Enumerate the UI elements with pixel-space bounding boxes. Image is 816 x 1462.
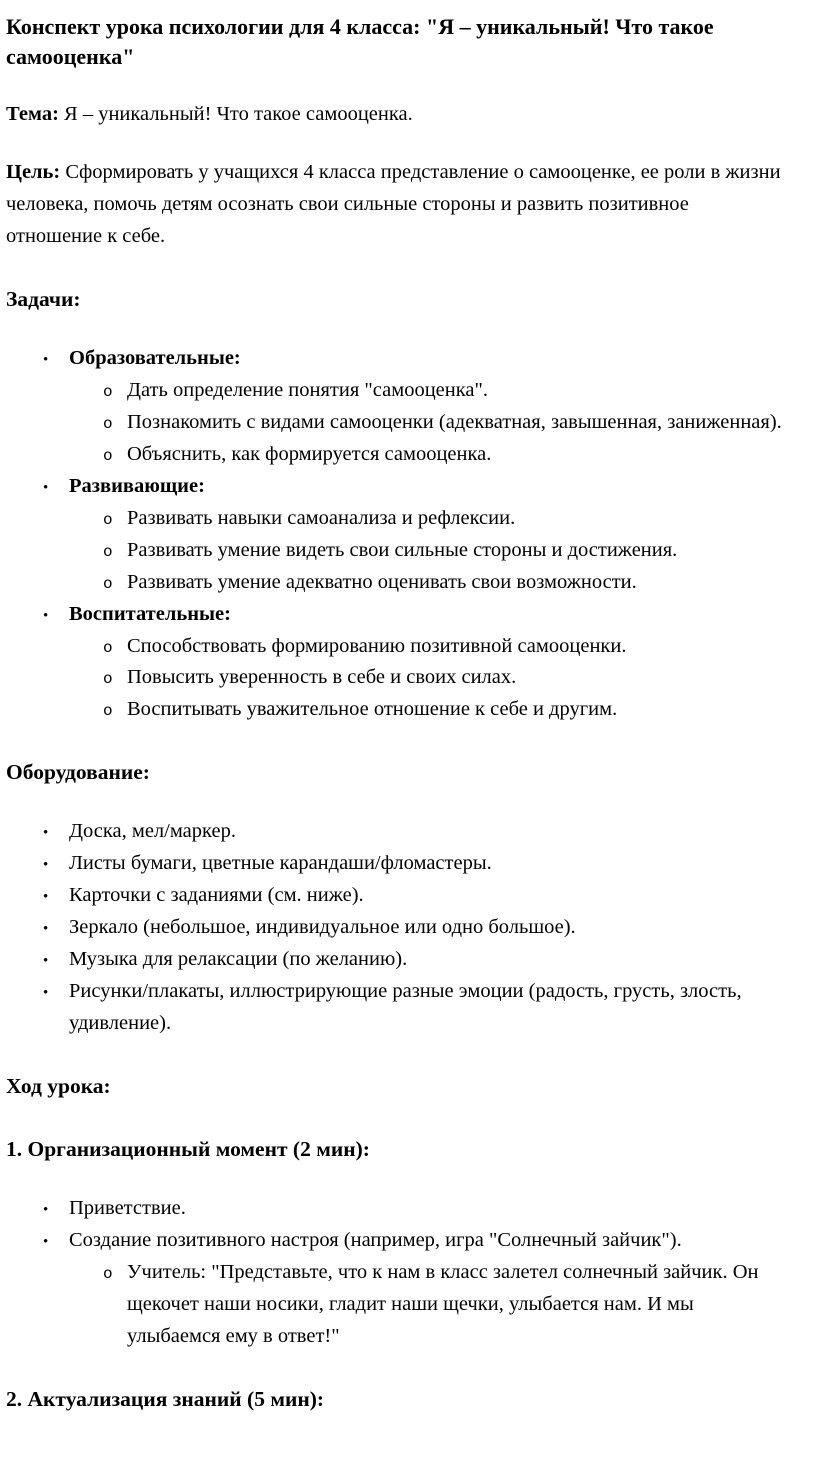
equipment-heading: Оборудование: [6, 760, 150, 785]
circle-bullet-icon: o [103, 446, 113, 465]
list-item [6, 343, 790, 375]
teacher-quote-text: Учитель: "Представьте, что к нам в класс залетел солнечный зайчик. Он щекочет наши носики, гладит наши щечки, улыбается нам. И мы улыбаемся ему в ответ!" [127, 1260, 759, 1347]
task-group-label: Воспитательные: [69, 602, 231, 625]
list-item [6, 631, 790, 663]
bullet-icon: • [43, 952, 49, 969]
goal-label: Цель: [6, 161, 61, 184]
task-item-text: Развивать умение адекватно оценивать свои возможности. [127, 570, 637, 593]
topic-paragraph [6, 99, 790, 131]
task-group-label: Развивающие: [69, 474, 205, 497]
bullet-icon: • [43, 824, 49, 841]
circle-bullet-icon: o [103, 638, 113, 657]
task-item-text: Повысить уверенность в себе и своих силах. [127, 666, 517, 689]
list-item [6, 439, 790, 471]
task-item-text: Объяснить, как формируется самооценка. [127, 442, 492, 465]
list-item [6, 567, 790, 599]
list-item [6, 1193, 790, 1225]
topic-label: Тема: [6, 103, 59, 126]
bullet-icon: • [43, 920, 49, 937]
list-item [6, 407, 790, 439]
stage1-list [6, 1193, 790, 1353]
bullet-icon: • [43, 351, 49, 368]
equipment-item-text: Рисунки/плакаты, иллюстрирующие разные эмоции (радость, грусть, злость, удивление). [69, 979, 742, 1034]
list-item [6, 1225, 790, 1257]
equipment-list [6, 816, 790, 1040]
equipment-item-text: Зеркало (небольшое, индивидуальное или одно большое). [69, 915, 576, 938]
circle-bullet-icon: o [103, 542, 113, 561]
list-item [6, 694, 790, 726]
bullet-icon: • [43, 856, 49, 873]
equipment-item-text: Листы бумаги, цветные карандаши/фломастеры. [69, 851, 492, 874]
bullet-icon: • [43, 984, 49, 1001]
task-item-text: Развивать умение видеть свои сильные стороны и достижения. [127, 538, 678, 561]
goal-paragraph [6, 157, 790, 253]
bullet-icon: • [43, 1201, 49, 1218]
task-item-text: Дать определение понятия "самооценка". [127, 378, 488, 401]
equipment-item-text: Музыка для релаксации (по желанию). [69, 947, 408, 970]
stage2-heading: 2. Актуализация знаний (5 мин): [6, 1386, 325, 1411]
circle-bullet-icon: o [103, 574, 113, 593]
task-item-text: Развивать навыки самоанализа и рефлексии. [127, 506, 516, 529]
list-item [6, 848, 790, 880]
list-item [6, 599, 790, 631]
topic-text: Я – уникальный! Что такое самооценка. [58, 103, 413, 126]
document-title: Конспект урока психологии для 4 класса: "Я – уникальный! Что такое самооценка" [6, 14, 714, 69]
equipment-item-text: Доска, мел/маркер. [69, 819, 236, 842]
equipment-item-text: Карточки с заданиями (см. ниже). [69, 883, 364, 906]
goal-text: Сформировать у учащихся 4 класса представление о самооценке, ее роли в жизни человека, помочь детям осознать свои сильные стороны и развить позитивное отношение к себе. [6, 161, 781, 248]
tasks-list [6, 343, 790, 727]
stage1-heading: 1. Организационный момент (2 мин): [6, 1137, 370, 1162]
list-item [6, 375, 790, 407]
circle-bullet-icon: o [103, 382, 113, 401]
lesson-flow-heading: Ход урока: [6, 1073, 111, 1098]
list-item [6, 912, 790, 944]
list-item [6, 535, 790, 567]
circle-bullet-icon: o [103, 670, 113, 689]
bullet-icon: • [43, 479, 49, 496]
list-item [6, 471, 790, 503]
circle-bullet-icon: o [103, 510, 113, 529]
task-item-text: Познакомить с видами самооценки (адекватная, завышенная, заниженная). [127, 410, 782, 433]
task-item-text: Способствовать формированию позитивной самооценки. [127, 634, 627, 657]
list-item [6, 662, 790, 694]
circle-bullet-icon: o [103, 702, 113, 721]
list-item [6, 503, 790, 535]
list-item [6, 816, 790, 848]
list-item [6, 976, 790, 1040]
bullet-icon: • [43, 1233, 49, 1250]
stage-item-text: Создание позитивного настроя (например, игра "Солнечный зайчик"). [69, 1228, 682, 1251]
bullet-icon: • [43, 607, 49, 624]
list-item [6, 1257, 790, 1353]
list-item [6, 880, 790, 912]
bullet-icon: • [43, 888, 49, 905]
task-item-text: Воспитывать уважительное отношение к себе и другим. [127, 698, 618, 721]
circle-bullet-icon: o [103, 1264, 113, 1283]
task-group-label: Образовательные: [69, 346, 241, 369]
stage-item-text: Приветствие. [69, 1196, 186, 1219]
circle-bullet-icon: o [103, 414, 113, 433]
list-item [6, 944, 790, 976]
tasks-heading: Задачи: [6, 287, 81, 312]
